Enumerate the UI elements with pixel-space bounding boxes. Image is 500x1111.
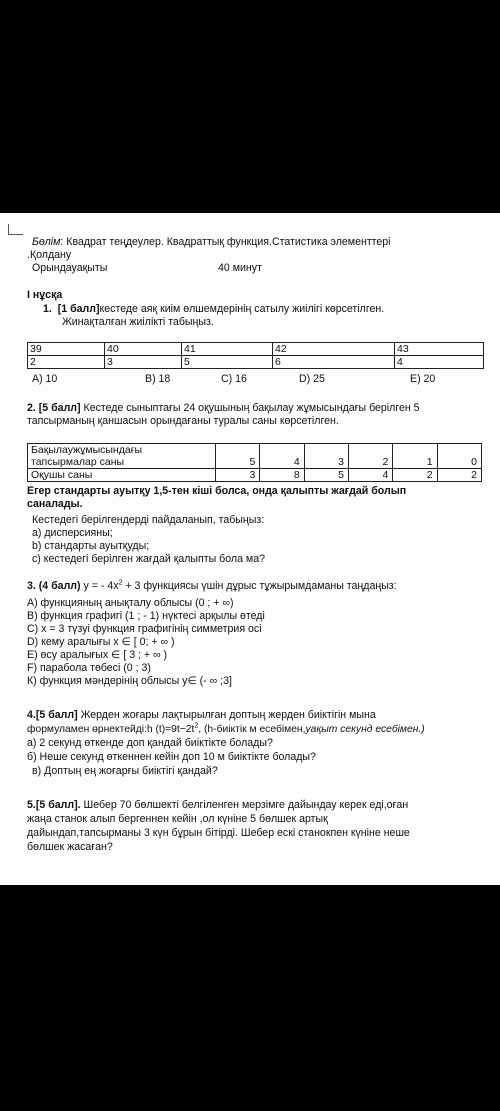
row-label-line: тапсырмалар саны	[31, 456, 125, 468]
q4-line2	[27, 723, 425, 736]
q4-formula-sup: 2	[194, 722, 199, 730]
table-row	[28, 444, 482, 469]
q3-item-e: Е) өсу аралығых ∈ [ 3 ; + ∞ )	[27, 649, 168, 661]
table-cell: 5	[216, 444, 260, 469]
q2-text2: тапсырманың қаншасын орындағаны туралы саны көрсетілген.	[27, 415, 339, 427]
q1-option-b: В) 18	[145, 373, 171, 385]
table-cell: 3	[216, 469, 260, 482]
table-cell: 3	[304, 444, 348, 469]
q2-head: 2. [5 балл]	[27, 402, 81, 414]
q2-line1	[27, 402, 420, 415]
section-text: : Квадрат теңдеулер. Квадраттық функция.Статистика элементтері	[60, 236, 391, 248]
table-row-label: Оқушы саны	[28, 469, 216, 482]
q1-option-a: А) 10	[32, 373, 58, 385]
q2-condition-2: саналады.	[27, 498, 83, 510]
table-cell: 5	[182, 356, 273, 369]
table-cell: 0	[437, 444, 481, 469]
section-label: Бөлім	[32, 236, 61, 248]
table-cell: 6	[273, 356, 395, 369]
q1-text1: кестеде аяқ киім өлшемдерінің сатылу жиілігі көрсетілген.	[99, 303, 385, 315]
table-row-label	[28, 444, 216, 469]
q4-formula-b: , (h-биіктік м есебімен,	[198, 724, 306, 735]
q1-option-d: D) 25	[299, 373, 325, 385]
table-cell: 42	[273, 343, 395, 356]
q3-func-sup: 2	[118, 579, 123, 587]
q4-item-a: а) 2 секунд өткенде доп қандай биіктікте болады?	[27, 737, 273, 749]
table-cell: 43	[395, 343, 484, 356]
q3-item-a: А) функцияның анықталу облысы (0 ; + ∞)	[27, 597, 234, 609]
table-row	[28, 469, 482, 482]
corner-mark	[8, 224, 23, 235]
q3-func-a: у = - 4х	[80, 580, 119, 592]
q5-text3: дайындап,тапсырманы 3 күн бұрын бітірді. Шебер ескі станокпен күніне неше	[27, 827, 410, 839]
table-cell: 2	[393, 469, 437, 482]
table-cell: 4	[395, 356, 484, 369]
table-cell: 5	[304, 469, 348, 482]
row-label-line: Бақылаужұмысындағы	[31, 444, 143, 456]
time-label: Орындауақыты	[32, 262, 108, 274]
q2-text1: Кестеде сыныптағы 24 оқушының бақылау жұмысындағы берілген 5	[80, 402, 420, 414]
q3-item-f: F) парабола төбесі (0 ; 3)	[27, 662, 151, 674]
table-cell: 39	[28, 343, 105, 356]
q5-text2: жаңа станок алып бергеннен кейін ,ол күніне 5 бөлшек артық	[27, 813, 328, 825]
q2-item-b: b) стандарты ауытқуды;	[32, 540, 150, 552]
table-cell: 2	[437, 469, 481, 482]
q3-func-b: + 3 функциясы үшін дұрыс тұжырымдаманы таңдаңыз:	[122, 580, 397, 592]
q2-table	[27, 443, 482, 482]
q5-line1	[27, 799, 408, 812]
q4-text1: Жерден жоғары лақтырылған доптың жерден биіктігін мына	[77, 709, 376, 721]
q2-task: Кестедегі берілгендерді пайдаланып, табыңыз:	[32, 514, 265, 526]
q3-item-k: К) функция мәндерінің облысы у∈ (- ∞ ;3]	[27, 675, 232, 687]
q3-item-c: С) х = 3 түзуі функция графигінің симметрия осі	[27, 623, 262, 635]
section-continuation: .Қолдану	[27, 249, 72, 261]
table-cell: 41	[182, 343, 273, 356]
q4-line1	[27, 709, 376, 722]
q1-points: [1 балл]	[57, 303, 100, 315]
q3-line	[27, 580, 397, 593]
table-cell: 40	[105, 343, 182, 356]
q1-line1	[43, 303, 384, 316]
q2-item-a: а) дисперсияны;	[32, 527, 113, 539]
table-cell: 3	[105, 356, 182, 369]
q1-text2: Жинақталған жиілікті табыңыз.	[62, 316, 214, 328]
table-cell: 2	[348, 444, 392, 469]
q3-head: 3. (4 балл)	[27, 580, 81, 592]
table-cell: 8	[260, 469, 304, 482]
q4-formula-a: формуламен өрнектейді:h (t)=9t−2t	[27, 724, 195, 735]
table-cell: 4	[260, 444, 304, 469]
q4-item-c: в) Доптың ең жоғарғы биіктігі қандай?	[32, 765, 218, 777]
q3-item-b: В) функция графигі (1 ; - 1) нүктесі арқылы өтеді	[27, 610, 265, 622]
table-cell: 1	[393, 444, 437, 469]
q2-item-c: с) кестедегі берілген жағдай қалыпты бола ма?	[32, 553, 265, 565]
q5-head: 5.[5 балл].	[27, 799, 81, 811]
q1-option-c: С) 16	[221, 373, 247, 385]
q5-text4: бөлшек жасаған?	[27, 841, 113, 853]
q5-text1: Шебер 70 бөлшекті белгіленген мерзімге дайындау керек еді,оған	[80, 799, 409, 811]
q4-head: 4.[5 балл]	[27, 709, 78, 721]
q4-formula-italic: уақыт секунд есебімен.)	[305, 724, 425, 735]
section-line	[32, 236, 391, 249]
table-row	[28, 343, 484, 356]
variant-title: I нұсқа	[27, 289, 63, 301]
table-row	[28, 356, 484, 369]
q1-option-e: Е) 20	[410, 373, 436, 385]
q4-item-b: б) Неше секунд өткеннен кейін доп 10 м биіктікте болады?	[27, 751, 316, 763]
q3-item-d: D) кему аралығы х ∈ [ 0; + ∞ )	[27, 636, 175, 648]
time-value: 40 минут	[218, 262, 262, 274]
q1-num: 1.	[43, 303, 52, 315]
q2-condition-1: Егер стандарты ауытқу 1,5-тен кіші болса, онда қалыпты жағдай болып	[27, 485, 407, 497]
table-cell: 4	[348, 469, 392, 482]
table-cell: 2	[28, 356, 105, 369]
q1-table	[27, 342, 484, 369]
